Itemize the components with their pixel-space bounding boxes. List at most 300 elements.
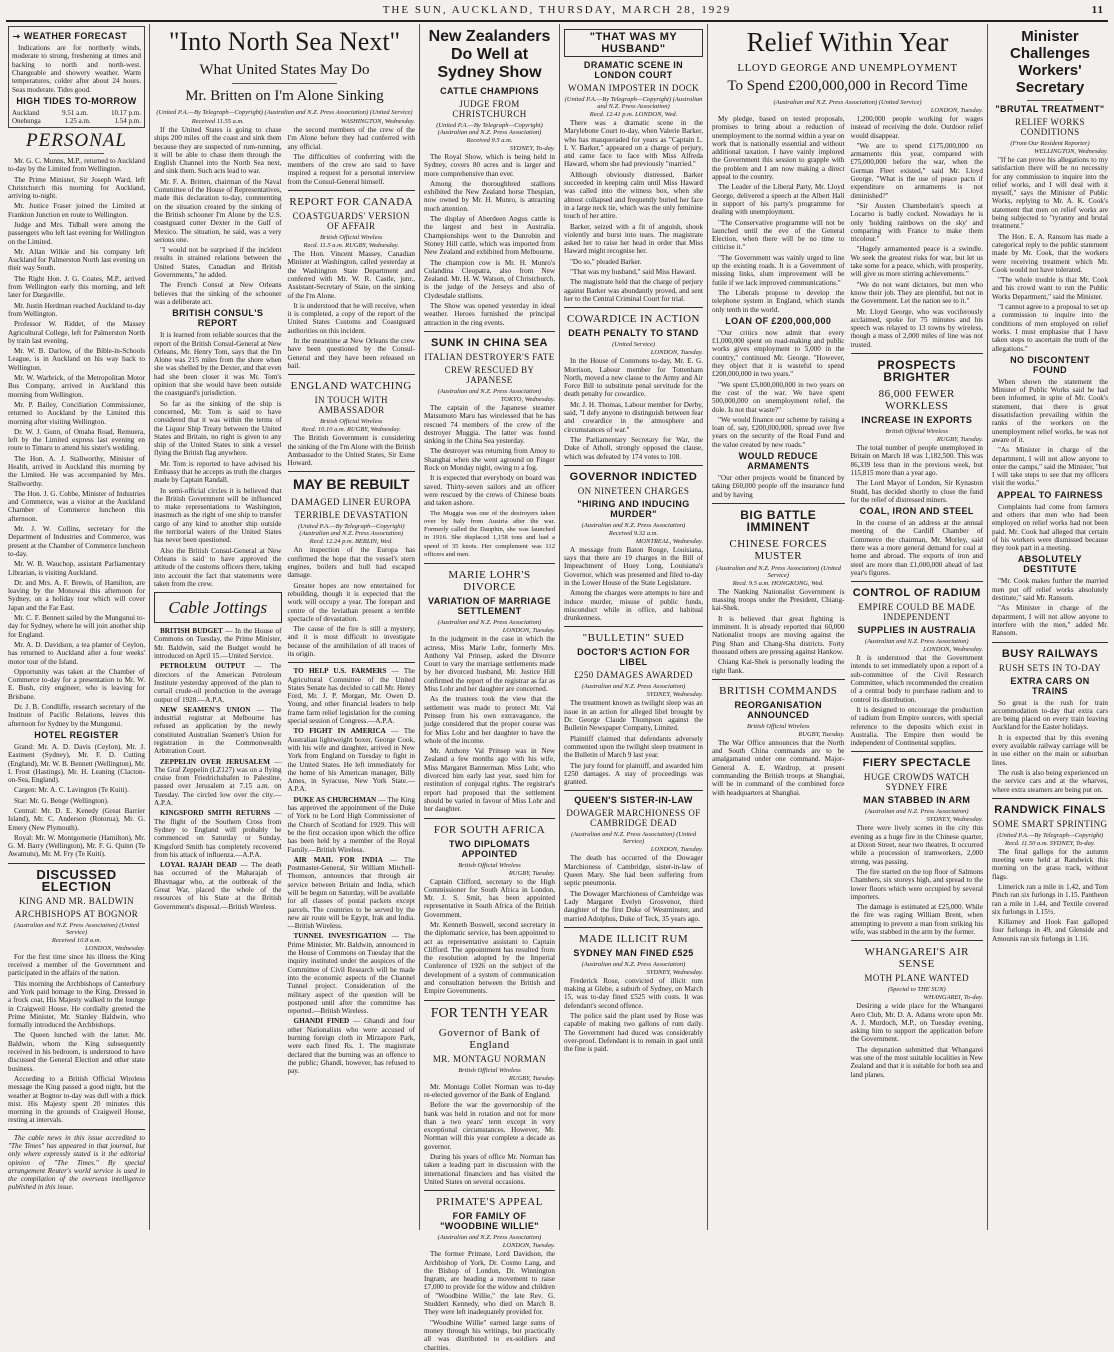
election-para: According to a British Official Wireless message the King passed a good night, but the weather at Bognor to-day was dull with a thick mist. His Majesty spent 20 minutes this morning in the grounds of Craigweil House, resting at intervals.	[8, 1074, 145, 1125]
headline-battle: BIG BATTLE IMMINENT	[740, 507, 817, 534]
battle-received: Recd. 9.5 a.m. HONGKONG, Wed.	[732, 579, 824, 587]
story-para: Mr. Tom is reported to have advised his Embassy that he accepts as truth the charges made by Captain Randall.	[154, 459, 282, 485]
story-para: Barker, seized with a fit of anguish, shook violently and burst into tears. The magistrate asked her to raise her head in order that Miss Haward might recognise her.	[564, 222, 703, 256]
election-para: For the first time since his illness the King received a member of the Government and participated in the affairs of the nation.	[8, 952, 145, 978]
headline-minister: Minister Challenges Workers' Secretary	[1009, 28, 1091, 96]
rebuilt-received: Recd. 12.24 p.m. BERLIN, Wed.	[309, 538, 393, 546]
relief-dateline: LONDON, Tuesday.	[930, 107, 983, 114]
story-para: The Lord Mayor of London, Sir Kynaston Studd, has decided shortly to close the fund for the relief of distressed miners.	[850, 479, 983, 504]
cowardice-credit: (United Service)	[612, 341, 655, 349]
china-credit: (Australian and N.Z. Press Association)	[437, 387, 542, 395]
headline-lohr: MARIE LOHR'S DIVORCE	[448, 569, 531, 594]
personal-item: Dr. and Mrs. A. F. Brewis, of Hamilton, are leaving by the Monowai this afternoon for Sydney, on a holiday tour which will cover Japan and the Far East.	[8, 578, 145, 612]
story-para: "The whole trouble is that Mr. Cook and his crowd want to run the Public Works Department," said the Minister.	[992, 276, 1108, 301]
tide-row: Onehunga 1.25 a.m. 1.54 p.m.	[12, 116, 141, 125]
election-para: This morning the Archbishops of Canterbury and York paid homage to the King. Dressed in a frock coat, His Majesty walked to the lounge in Craigweil House. He cordially greeted the Prime Minister, Mr. Stanley Baldwin, who formally introduced the Archbishops.	[8, 979, 145, 1030]
cable-jottings-heading: Cable Jottings	[168, 598, 268, 618]
story-para: The War Office announces that the North and South China commands are to be amalgamated under one command. Major-General A. E. Wardrop, at present commanding the British troops at Shanghai, will be in command of the combined force with headquarters at Shanghai.	[712, 738, 845, 797]
subhead-woodbine: FOR FAMILY OF "WOODBINE WILLIE"	[440, 1211, 539, 1232]
personal-item: Mr. W. Warbrick, of the Metropolitan Motor Bus Company, arrived in Auckland this morning from Wellington.	[8, 374, 145, 399]
personal-item: Mr. J. W. Collins, secretary for the Department of Industries and Commerce, was present at the Chamber of Commerce luncheon to-day.	[8, 525, 145, 558]
personal-item: Mr. P. Bailey, Conciliation Commissioner, returned to Auckland by the Limited this morning after visiting Wellington.	[8, 400, 145, 426]
husband-received: Recd. 12.41 p.m. LONDON, Wed.	[589, 111, 678, 118]
story-para: "As Minister in charge of the department, I will not allow anyone to enter the camps," said the Minister, "but I will take steps to see that my officers visit the works."	[992, 446, 1108, 488]
masthead	[6, 2, 1108, 22]
subhead-ambassador: IN TOUCH WITH AMBASSADOR	[314, 395, 388, 416]
story-para: It is believed that great fighting is imminent. It is already reported that 60,000 Nationalist troops are moving against the Ping Shan and Chang-Sha districts. Forty thousand others are pressing against Hankow.	[712, 614, 845, 656]
story-para: Before the war the governorship of the bank was held in rotation and not for more than a two years' term except in very exceptional circumstances. However, Mr. Norman will this year complete a decade as governor.	[424, 1101, 555, 1151]
headline-whangarei: WHANGAREI'S AIR SENSE	[864, 946, 969, 971]
tides-table	[12, 109, 141, 125]
election-dateline: LONDON, Wednesday.	[85, 944, 145, 952]
story-para: My pledge, based on tested proposals, promises to bring about a reduction of unemployment to the normal within a year on work that is nationally essential and without additional taxation. I have vainly implored the Government this session to grapple with the problem and I am now making a direct appeal to the country.	[712, 115, 845, 182]
headline-south-africa: FOR SOUTH AFRICA	[433, 823, 546, 836]
story-para: In the judgment in the case in which the actress, Miss Marie Lohr, formerly Mrs. Anthony Val Prinsep, asked the Divorce Court to vary the marriage settlements made by her divorced husband, Mr. Justice Hill confirmed the report of the registrar as far as Miss Lohr and her daughter are concerned.	[424, 635, 555, 694]
personal-list	[8, 157, 145, 728]
subhead-fined: SYDNEY MAN FINED £525	[573, 947, 694, 958]
personal-item: The Hon. J. G. Cobbe, Minister of Industries and Commerce, was a visitor at the Auckland Chamber of Commerce luncheon this afternoon.	[8, 489, 145, 523]
election-credit: (Australian and N.Z. Press Association) (United Service)	[13, 921, 140, 936]
personal-item: The Prime Minister, Sir Joseph Ward, left Christchurch this morning for Auckland, arriving to-night.	[8, 175, 145, 201]
fiery-dateline: SYDNEY, Wednesday.	[926, 816, 983, 824]
cable-item: TO FIGHT IN AMERICA — The Australian lightweight boxer, George Cook, with his wife and daughter, arrived in New York from England on Tuesday to fight in the United States. He left immediately for the home of his American manager, Billy Ames, in Syracuse, New York State.—A.P.A.	[287, 727, 415, 794]
story-para: The former Primate, Lord Davidson, the Archbishop of York, Dr. Cosmo Lang, and the Bishop of London, Dr. Winnington Ingram, are heading a movement to raise £7,000 to provide for the widow and children of "Woodbine Willie," the late Rev. G. Studdert Kennedy, who died on March 8. They were left inadequately provided for.	[424, 1250, 555, 1317]
primate-dateline: LONDON, Tuesday.	[502, 1242, 555, 1250]
personal-item: Mr. G. C. Munns, M.P., returned to Auckland to-day by the Limited from Wellington.	[8, 156, 145, 174]
weather-title: WEATHER FORECAST	[12, 31, 141, 41]
headline-rebuilt: MAY BE REBUILT	[293, 476, 410, 493]
bulletin-credit: (Australian and N.Z. Press Association)	[581, 683, 686, 691]
north-sea-right	[288, 117, 416, 1078]
subhead-governor: Governor of Bank of England	[438, 1026, 541, 1051]
story-para: "Our other projects would be financed by taking £60,000 people off the insurance fund and by having	[712, 473, 845, 499]
story-para: It is understood that he will receive, when it is completed, a copy of the report of the United States Customs and Coastguard authorities on this incident.	[287, 301, 415, 335]
subhead-coal: COAL, IRON AND STEEL	[859, 506, 974, 517]
story-para: Captain Clifford, secretary to the High Commissioner for South Africa in London, Mr. J. S. Smit, has been appointed representative in South Africa of the British Government.	[424, 877, 555, 919]
story-para: The champion cow is Mr. H. Munro's Colandina Cleopatra, also from New Zealand. Mr. H. W. Watson, of Christchurch, is the judge of the Jerseys and also of Clydesdale stallions.	[424, 258, 555, 300]
election-para: The Queen lunched with the latter. Mr. Baldwin, whom the King subsequently received in his bedroom, is understood to have discussed the General Election and other state business.	[8, 1031, 145, 1073]
headline-england-watching: ENGLAND WATCHING	[290, 380, 412, 393]
randwick-received: Recd. 11.50 a.m. SYDNEY, To-day.	[1004, 839, 1096, 847]
story-para: Plaintiff claimed that defendants adversely commented upon the twilight sleep treatment in the Bulletin of March 9 last year.	[564, 734, 703, 760]
headline-tenth-year: FOR TENTH YEAR	[430, 1005, 549, 1021]
subhead-destroyer: ITALIAN DESTROYER'S FATE	[424, 351, 555, 362]
story-para: Complaints had come from farmers and others that men who had been employed on relief works had not been paid. Mr. Cook had alleged that certain of his workers were dismissed because they took part in a meeting.	[992, 502, 1108, 553]
prospects-dateline: RUGBY, Tuesday.	[936, 436, 983, 444]
cable-item: LOYAL RAJAH DEAD — The death has occurred of the Maharajah of Bhavnagar who, at the outbreak of the Great War, placed the whole of the resources of his State at the British Government's disposal.—British Wireless.	[154, 861, 282, 911]
story-para: The death has occurred of the Dowager Marchioness of Cambridge, sister-in-law of Queen Mary. She had been suffering from septic pneumonia.	[564, 854, 703, 888]
story-para: The display of Aberdeen Angus cattle is the largest and best in Australia. Championships went to the Dunrobin and Stoney Hill cattle, which was imported from New Zealand and exhibited from Melbourne.	[424, 215, 555, 257]
subhead-exports: INCREASE IN EXPORTS	[861, 415, 973, 426]
story-para: If the United States is going to chase ships 200 miles off the coast and sink them because they are suspected of rum-running, it will be able to chase them through the English Channel into the North Sea next, and sink them. Such acts lead to war.	[154, 126, 282, 176]
china-dateline: TOKYO, Wednesday.	[500, 395, 555, 403]
subhead-damages: £250 DAMAGES AWARDED	[574, 670, 693, 681]
subhead-rush: RUSH SETS IN TO-DAY	[998, 662, 1102, 673]
subhead-moth: MOTH PLANE WANTED	[864, 973, 970, 984]
whangarei-dateline: WHANGAREI, To-day.	[923, 994, 983, 1002]
story-para: When shown the statement the Minister of Public Works said he had been informed, in spite of Mr. Cook's statement, that there is great dissatisfaction prevailing within the ranks of the workers on the unemployment relief works, he was not aware of it.	[992, 377, 1108, 444]
randwick-credit: (United P.A.—By Telegraph—Copyright)	[996, 831, 1104, 839]
cable-item: GHANDI FINED — Ghandi and four other Nationalists who were accused of burning foreign cloth in Mirzapore Park, were each fined Rs. 1. The magistrate declared that the burning was an offence to the public; Ghandi, however, has refused to pay.	[287, 1017, 416, 1076]
hotel-line: Grand: Mr. A. D. Davis (Ceylon), Mr. J. Eastment (Sydney), Mr. F. D. Cutting (England), Mr. W. B. Bennett (Wellington), Mr. I. Frost (Hastings), Mr. H. Leaning (Clacton-on-Sea, England).	[8, 742, 145, 785]
whangarei-credit: (Special to THE SUN)	[887, 986, 946, 994]
cable-item: ZEPPELIN OVER JERUSALEM — The Graf Zeppelin (LZ127) was on a flying cruise from Friedrichshafen to Palestine, passed over Jerusalem at 7.15 a.m. on Tuesday. The circled low over the city.—A.P.A.	[154, 757, 282, 808]
story-para: The Hon. Vincent Massey, Canadian Minister at Washington, called yesterday at the Washington State Department and conferred with Mr. W. R. Castle, junr., Assistant-Secretary of State, on the sinking of the I'm Alone.	[287, 250, 415, 300]
tenth-dateline: RUGBY, Tuesday.	[508, 1074, 555, 1082]
received-line: Received 11.55 a.m.	[191, 118, 244, 125]
hotel-line: Royal: Mr. W. Montgomerie (Hamilton), Mr. G. M. Barry (Wellington), Mr. F. G. Quinn (Te Awamutu), Mr. M. Fry (Te Kuiti).	[8, 833, 145, 859]
election-received: Received 10.8 a.m.	[51, 936, 102, 944]
subhead-fairness: APPEAL TO FAIRNESS	[997, 489, 1103, 500]
indicted-credit: (Australian and N.Z. Press Association)	[581, 521, 686, 529]
subhead-fewer-workless: 86,000 FEWER WORKLESS	[878, 388, 955, 413]
subhead-crew-rescued: CREW RESCUED BY JAPANESE	[444, 364, 535, 385]
personal-item: Mr. A. D. Davidson, a tea planter of Ceylon, has returned to Auckland after a four weeks' motor tour of the Island.	[8, 640, 145, 666]
personal-item: Judge and Mrs. Tidball were among the passengers who left last evening for Wellington on the Limited.	[8, 220, 145, 246]
personal-heading: PERSONAL	[26, 129, 127, 151]
rum-dateline: SYDNEY, Wednesday.	[646, 968, 703, 976]
story-para: The final gallops for the autumn meeting were held at Randwick this morning on the grass track, without flags.	[992, 847, 1108, 881]
cable-jottings-box	[154, 592, 282, 623]
story-para: There were lively scenes in the city this evening as a huge fire in the Chinese quarter, at Dixon Street, near two theatres. It occurred while a procession of tramworkers, 2,000 strong, was passing.	[850, 824, 983, 866]
lohr-dateline: LONDON, Tuesday.	[502, 627, 555, 635]
cable-item: AIR MAIL FOR INDIA — The Postmaster-General, Sir William Mitchell-Thomson, announces that through air service between Britain and India, which will be begun on Saturday, will be available for all classes of postal packets except parcels. The countries to be served by the new air route will be Egypt, Irak and India.—British Wireless.	[287, 855, 415, 931]
tides-title: HIGH TIDES TO-MORROW	[16, 95, 137, 106]
story-para: So great is the rush for train accommodation to-day that extra cars are being placed on every train leaving Auckland for the Easter holidays.	[992, 698, 1108, 732]
story-para: Limerick ran a mile in 1.42, and Tom Pinch ran six furlongs in 1.15. Pantheon ran a mile in 1.44, and Textile covered six furlongs in 1.15½.	[992, 883, 1108, 916]
footnote: The cable news in this issue accredited to "The Times" has appeared in that journal, but only where expressly stated is it the editorial opinion of "The Times." By special arrangement Reuter's world service is used in the compilation of the overseas intelligence published in this issue.	[8, 1133, 145, 1192]
cable-item: KINGSFORD SMITH RETURNS — The flight of the Southern Cross from Sydney to England will probably be commenced on Saturday or Sunday. Kingsford Smith has completely recovered from his attack of influenza.—A.P.A.	[154, 809, 282, 859]
subhead-empire: EMPIRE COULD BE MADE INDEPENDENT	[858, 602, 976, 623]
headline-queens-sister: QUEEN'S SISTER-IN-LAW	[574, 795, 693, 806]
column-1	[4, 24, 150, 1230]
masthead-title: THE SUN, AUCKLAND, THURSDAY, MARCH 28, 1929	[382, 4, 732, 16]
story-para: In the course of an address at the annual meeting of the Cardiff Chamber of Commerce the chairman, Mr. Morley, said there was a more general demand for coal at home and abroad. The exports of iron and steel are more than £1,000,000 ahead of last year's figures.	[850, 519, 983, 577]
queen-credit: (Australian and N.Z. Press Association) (United Service)	[570, 831, 697, 846]
personal-item: Dr. W. J. Gunn, of Omaha Road, Remuera, left by the Limited express last evening en route to Timaru to attend his sister's wedding.	[8, 427, 145, 453]
dateline: WASHINGTON, Wednesday.	[340, 118, 415, 125]
column-6	[988, 24, 1112, 1230]
story-para: The Liberals propose to develop the telephone system in England, which stands only tenth in the world.	[712, 288, 845, 314]
headline-busy-railways: BUSY RAILWAYS	[1001, 647, 1099, 660]
subhead-lloyd-george: LLOYD GEORGE AND UNEMPLOYMENT	[737, 62, 958, 74]
story-para: The magistrate held that the charge of perjury against Barker was abundantly proved, and sent her to the Central Criminal Court for trial.	[564, 278, 703, 303]
election-subhead: KING AND MR. BALDWIN	[19, 895, 134, 906]
hotel-register-heading: HOTEL REGISTER	[34, 729, 119, 740]
story-para: It is understood that the Government intends to set immediately upon a report of a sub-committee of the Civil Research Committee, which recommended the creation of a central body to purchase radium and to control its distribution.	[850, 654, 983, 704]
subhead-brutal: "BRUTAL TREATMENT"	[995, 104, 1105, 114]
story-para: "The Conservative programme will not be launched until the eve of the General Election, when there will be no time to criticise it."	[712, 218, 845, 252]
cable-list-2	[288, 667, 416, 1075]
headline-my-husband: "THAT WAS MY HUSBAND"	[564, 29, 703, 57]
subhead-britten: Mr. Britten on I'm Alone Sinking	[185, 88, 384, 104]
minister-dateline: WELLINGTON, Wednesday.	[1034, 148, 1108, 155]
story-para: Mr. J. H. Thomas, Labour member for Derby, said, "I defy anyone to distinguish between fear and cowardice in the atmosphere and circumstances of war."	[564, 400, 703, 434]
story-para: "If he can prove his allegations to my satisfaction there will be no necessity for any commission to inquire into the relief works, and I will deal with it myself," says the Minister of Public Works, replying to Mr. A. K. Cook's statement that men on relief works are being subjected to "tyranny and brutal treatment."	[992, 156, 1108, 231]
subhead-europa: DAMAGED LINER EUROPA	[291, 497, 412, 508]
watching-received: Recd. 10.10 a.m. RUGBY, Wednesday.	[301, 426, 401, 434]
story-para: Also the British Consul-General at New Orleans is said to have approved the attitude of the customs officers there, taking into account the fact that statements were taken from the crew.	[154, 546, 282, 588]
story-para: Among the charges were attempts to hire and induce murder, misuse of public funds, misconduct while in office, and habitual drunkenness.	[564, 589, 703, 623]
story-para: The rush is also being experienced on the service cars and at the wharves, where extra steamers are being put on.	[992, 768, 1108, 794]
relief-body	[712, 115, 983, 1081]
story-para: A message from Baton Rouge, Louisiana, says that there are 19 charges in the Bill of Impeachment of Huey Long, Louisiana's Governor, which was presented and filed to-day in the Lower House of the State Legislature.	[564, 545, 703, 587]
story-para: "That was my husband," said Miss Haward.	[570, 268, 697, 277]
rum-credit: (Australian and N.Z. Press Association)	[581, 960, 686, 968]
cable-item: TO HELP U.S. FARMERS — The Agricultural Committee of the United States Senate has decided to call Mr. Henry Ford, Mr. J. P. Morgan, Mr. Owen D. Young, and other financial leaders to help frame farm relief legislation for the coming special session of Congress.—A.P.A.	[287, 667, 416, 726]
indicted-dateline: MONTREAL, Wednesday.	[635, 537, 703, 545]
hotel-line: Cargen: Mr. A. C. Lavington (Te Kuiti).	[14, 786, 129, 795]
subhead-stabbed: MAN STABBED IN ARM	[863, 795, 971, 806]
story-para: Mr. Kenneth Boswell, second secretary in the diplomatic service, has been appointed to act as representative assistant to Captain Clifford. The appointment has resulted from the resolution adopted by the Imperial Conference of 1926 on the subject of the development of a system of communication and consultation between the British and Empire Governments.	[424, 921, 555, 996]
personal-item: The Hon. A. J. Stallworthy, Minister of Health, arrived in Auckland this morning by the Limited. He was accompanied by Mrs. Stallworthy.	[8, 454, 145, 488]
page-number: 11	[1091, 4, 1104, 16]
story-para: It is expected that by this evening every available railway carriage will be in use either on the main or suburban lines.	[992, 733, 1108, 767]
radium-dateline: LONDON, Wednesday.	[923, 646, 983, 654]
column-5	[708, 24, 988, 1230]
story-para: "Do so," pleaded Barker.	[570, 257, 642, 266]
subhead-destitute: ABSOLUTELY DESTITUTE	[1017, 554, 1083, 575]
column-4	[560, 24, 708, 1230]
election-headline: DISCUSSED ELECTION	[36, 866, 117, 894]
subhead-marchioness: DOWAGER MARCHIONESS OF CAMBRIDGE DEAD	[566, 808, 701, 829]
election-subhead-2: ARCHBISHOPS AT BOGNOR	[14, 908, 139, 919]
story-para: "Our critics now admit that every £1,000,000 spent on road-making and public works gives employment to 5,000 in the country," continued Mr. George. "However, they object that it is wasteful to spend £200,000,000 in two years."	[712, 328, 845, 379]
story-para: The destroyer was returning from Amoy to Shanghai when she went aground on Finger Rock on Monday night, owing to a fog.	[424, 447, 555, 473]
tide-row: Auckland 9.51 a.m. 10.17 p.m.	[12, 108, 141, 117]
story-para: "I cannot agree to a proposal to set up a commission to inquire into the conditions of men employed on relief works. I must emphasise that I have taken steps to ascertain the truth of the allegations."	[992, 303, 1108, 353]
story-para: "We do not want dictators, but men who know their job. They are plentiful, but not in the Government. Let the nation see to it."	[850, 280, 983, 306]
subhead-dramatic: DRAMATIC SCENE IN LONDON COURT	[583, 60, 684, 80]
subhead-reorganisation: REORGANISATION ANNOUNCED	[734, 699, 822, 720]
hotel-line: Star: Mr. G. Benge (Wellington).	[14, 796, 109, 805]
story-para: "We are to spend £175,000,000 on armaments this year, compared with £75,000,000 before the war, when the German Fleet existed," said Mr. Lloyd George. "What is the use of peace pacts if expenditure on armaments is not diminished?"	[850, 141, 983, 200]
cable-item: NEW SEAMEN'S UNION — The industrial registrar at Melbourne has refused an application by the newly constituted Australian Seamen's Union for registration in the Commonwealth Arbitration Court.	[154, 705, 282, 756]
story-para: The Leader of the Liberal Party, Mr. Lloyd George, delivered a speech at the Albert Hall in support of his party's programme for dealing with unemployment.	[712, 183, 845, 217]
story-para: "We spent £5,000,000,000 in two years on the cost of the war. We have spent 500,000,000 on unemployment relief, the dole. Is not that waste?"	[712, 380, 845, 414]
personal-item: Opportunity was taken at the Chamber of Commerce to-day for a presentation to Mr. W. E. Bush, city engineer, who is leaving for Brisbane.	[8, 667, 145, 701]
story-para: The deputation submitted that Whangarei was one of the most suitable localities in New Zealand and that it is suitable for both sea and land planes.	[850, 1045, 983, 1079]
story-para: Desiring a wide place for the Whangarei Aero Club, Mr. D. A. Adams wrote upon Mr. A. J. Murdoch, M.P., on Tuesday evening, asking him to support the application before the Government.	[850, 1002, 983, 1044]
cowardice-dateline: LONDON, Tuesday.	[650, 349, 703, 357]
subhead-relief-works: RELIEF WORKS CONDITIONS	[1015, 117, 1085, 137]
subhead-death-penalty: DEATH PENALTY TO STAND	[568, 328, 699, 339]
north-sea-left	[154, 117, 282, 1078]
subhead-supplies: SUPPLIES IN AUSTRALIA	[857, 625, 977, 636]
subhead-imposter: WOMAN IMPOSTER IN DOCK	[567, 83, 700, 93]
sydney-received: Received 9.5 a.m.	[466, 137, 513, 144]
sa-dateline: RUGBY, Tuesday.	[508, 869, 555, 877]
story-para: The Royal Show, which is being held in Sydney, covers 80 acres and is larger and more comprehensive than ever.	[424, 153, 555, 178]
tenth-credit: British Official Wireless	[458, 1066, 521, 1074]
story-para: "Mr. Cook makes further the married men put off relief works absolutely destitute," said Mr. Ransom.	[992, 577, 1108, 603]
north-sea-body	[154, 117, 415, 1078]
story-para: The total number of people unemployed in Britain on March 18 was 1,182,500. This was 86,339 less than in the previous week, but 115,815 more than a year ago.	[850, 444, 983, 477]
primate-credit: (Australian and N.Z. Press Association)	[437, 1234, 542, 1242]
sydney-dateline: SYDNEY, To-day.	[509, 145, 555, 152]
personal-item: Mr. W. B. Wauchop, assistant Parliamentary Librarian, is visiting Auckland.	[8, 560, 145, 577]
story-para: the second members of the crew of the I'm Alone before they had conferred with any official.	[287, 126, 415, 151]
headline-cowardice: COWARDICE IN ACTION	[567, 313, 700, 326]
personal-item: Mr. C. F. Bennett sailed by the Mungunui to-day for Sydney, where he will join another ship for England.	[8, 614, 145, 639]
story-para: In semi-official circles it is believed that the British Government will be influenced to make representations to Washington, inasmuch as the right of one ship to transfer cargo of any kind to another ship outside the territorial waters of the United States has never been questioned.	[154, 486, 282, 545]
story-para: Mr. Lloyd George, who was vociferously acclaimed, spoke for 75 minutes and his speech was relayed to 13 towns by wireless, though a mass of 2,000 miles of line was not trusted.	[850, 307, 983, 349]
headline-canada: REPORT FOR CANADA	[289, 196, 414, 209]
story-para: The Muggia was one of the destroyers taken over by Italy from Austria after the war. Formerly called the Dauphin, she was launched in 1916. She displaced 1,158 tons and had a speed of 35 knots. Her complement was 112 officers and men.	[424, 509, 555, 558]
subhead-settlement: VARIATION OF MARRIAGE SETTLEMENT	[427, 596, 552, 617]
subhead-loan: LOAN OF £200,000,000	[725, 315, 832, 326]
lohr-credit: (Australian and N.Z. Press Association)	[437, 619, 542, 627]
story-para: An inspection of the Europa has confirmed the hope that the vessel's stern engines, boilers and hull had escaped damage.	[287, 546, 415, 580]
headline-bulletin: "BULLETIN" SUED	[582, 632, 685, 645]
personal-item: Mr. Justin Herdman reached Auckland to-day from Wellington.	[8, 301, 145, 318]
story-para: Killarney and Hook Fast galloped four furlongs in 49, and Glenside and Amounis ran six furlongs in 1.16.	[992, 918, 1108, 943]
subhead-extra-cars: EXTRA CARS ON TRAINS	[1010, 675, 1090, 696]
relief-right	[851, 115, 984, 1081]
relief-left	[712, 115, 845, 1081]
story-para: Mr. Montagu Collet Norman was to-day re-elected governor of the Bank of England.	[424, 1082, 555, 1099]
cable-item: BRITISH BUDGET — In the House of Commons on Tuesday, the Prime Minister, Mr. Baldwin, said the Budget would be introduced on April 15.—United Service.	[154, 627, 282, 661]
story-para: The fire started on the top floor of Salmons Chambers, six storeys high, and spread to the lower floors which were occupied by several importers.	[850, 867, 983, 901]
story-para: In the House of Commons to-day, Mr. E. G. Morrison, Labour member for Tottenham North, moved a new clause to the Army and Air Force Bill to substitute penal servitude for the death penalty for cowardice.	[564, 357, 703, 399]
story-para: The captain of the Japanese steamer Matsumoto Maru has wirelessed that he has rescued 74 members of the crew of the destroyer Muggia. The latter was found sinking in the China Sea yesterday.	[424, 403, 555, 446]
story-para: Mr. F. A. Britten, chairman of the Naval Committee of the House of Representatives, made this declaration to-day, commenting on the situation created by the sinking of the British schooner I'm Alone by the U.S. coastguard cutter Dexter in the Gulf of Mexico. The situation, he said, was a very serious one.	[154, 177, 282, 244]
story-para: The French Consul at New Orleans believes that the sinking of the schooner was a deliberate act.	[154, 281, 282, 306]
story-para: The Parliamentary Secretary for War, the Duke of Atholl, strongly opposed the clause, which was defeated by 174 votes to 108.	[564, 435, 703, 461]
column-2	[150, 24, 420, 1230]
story-para: The treatment known as twilight sleep was an issue in an action for alleged libel brought by Dr. George Claude Thompson against the Bulletin Newspaper Company, Limited.	[564, 699, 703, 733]
story-para: As the trustees took the view that the settlement was made to protect Mr. Val Prinsep from his own extravagance, the judge considered that the proper course was for Miss Lohr and her daughter to have the whole of the income.	[424, 695, 555, 745]
queen-dateline: LONDON, Tuesday.	[650, 846, 703, 854]
subhead-sydney-fire: HUGE CROWDS WATCH SYDNEY FIRE	[863, 772, 970, 793]
story-para: Although obviously distressed, Barker succeeded in keeping calm until Miss Haward was called into the witness box, when she almost collapsed and frequently buried her face in a large neck tie, which was the only feminine touch of her attire.	[564, 170, 703, 221]
weather-vane-icon	[12, 32, 21, 41]
weather-text: Indications are for northerly winds, moderate to strong, freshening at times and backing to north and north-west. Changeable and showery weather. Warm temperatures, colder after about 24 hours. Seas moderate. Tides good.	[12, 44, 141, 94]
credit-line: (United P.A.—By Telegraph—Copyright) (Australian and N.Z. Press Association) (United Service)	[156, 109, 413, 116]
subhead-cattle: CATTLE CHAMPIONS	[440, 86, 539, 96]
story-para: The jury found for plaintiff, and awarded him £250 damages. A stay of proceedings was granted.	[564, 761, 703, 787]
headline-primate: PRIMATE'S APPEAL	[436, 1196, 543, 1209]
sydney-credit: (United P.A.—By Telegraph—Copyright) (Australian and N.Z. Press Association)	[436, 122, 543, 136]
battle-credit: (Australian and N.Z. Press Association) (United Service)	[715, 564, 841, 579]
story-para: The Dowager Marchioness of Cambridge was Lady Margaret Evelyn Grosvenor, third daughter of the first Duke of Westminster, and married Adolphus, Duke of Teck, 35 years ago.	[564, 889, 703, 923]
story-para: Chiang Kai-Shek is personally leading the right flank.	[712, 658, 845, 675]
story-para: The police said the plant used by Rose was capable of making two gallons of rum daily. The Government had duced was considerably over-proof. Defendant is to remain in gaol until the fine is paid.	[564, 1012, 703, 1054]
indicted-received: Received 9.32 a.m.	[608, 529, 659, 537]
cable-item: TUNNEL INVESTIGATION — The Prime Minister, Mr. Baldwin, announced in the House of Commons on Tuesday that the inquiry instituted under the auspices of the Committee of Civil Research will be made into the economic aspects of the Channel Tunnel project. Consideration of the military aspect of the question will be postponed until after the committee has reported.—British Wireless.	[287, 932, 415, 1016]
bulletin-dateline: SYDNEY, Wednesday.	[646, 691, 703, 699]
commands-credit: British Official Wireless	[746, 722, 810, 730]
commands-dateline: RUGBY, Tuesday.	[798, 730, 845, 738]
subhead-judge: JUDGE FROM CHRISTCHURCH	[452, 99, 527, 119]
radium-credit: (Australian and N.Z. Press Association)	[864, 638, 969, 646]
story-para: Mr. Anthony Val Prinsep was in New Zealand a few months ago with his wife, Miss Margaret Bannerman. Miss Lohr, who divorced him early last year, sued him for restitution of conjugal rights. The registrar's report had proposed that the settlement should be varied in favour of Miss Lohr and her daughter.	[424, 747, 555, 814]
headline-illicit-rum: MADE ILLICIT RUM	[578, 932, 689, 945]
headline-governor-indicted: GOVERNOR INDICTED	[569, 470, 698, 483]
headline-fiery: FIERY SPECTACLE	[862, 757, 971, 770]
story-para: It is expected that everybody on board was saved. Thirty-seven sailors and an officer were rescued by the crews of Chinese boats and taken ashore.	[424, 474, 555, 508]
story-para: Frederick Rose, convicted of illicit rum making at Glebe, a suburb of Sydney, on March 15, was to-day fined £525 with costs. It was defendant's second offence.	[564, 976, 703, 1010]
story-para: The Nanking Nationalist Government is massing troops under the President, Chiang-kai-Shek.	[712, 587, 845, 613]
story-para: "I would not be surprised if the incident results in strained relations between the United States, Canadian and British Governments," he added.	[154, 246, 282, 280]
subhead-consul: BRITISH CONSUL'S REPORT	[172, 308, 264, 329]
rebuilt-credit: (United P.A.—By Telegraph—Copyright) (Australian and N.Z. Press Association)	[297, 523, 405, 538]
subhead-diplomats: TWO DIPLOMATS APPOINTED	[448, 838, 531, 859]
story-para: It is designed to encourage the production of radium from Empire sources, with special reference to the deposits which exist in Australia. The Empire then would be independent of Continental supplies.	[850, 705, 983, 748]
story-para: "Woodbine Willie" earned large sums of money through his writings, but practically all was distributed to ex-soldiers and charities.	[424, 1318, 555, 1352]
story-para: So far as the sinking of the ship is concerned, Mr. Tom is said to have considered that it was within the terms of the Liquor Ship Treaty between the United States and Britain, no right is given to any ship of the United States to sink a vessel flying the British flag anywhere.	[154, 399, 282, 458]
headline-north-sea: "Into North Sea Next"	[168, 27, 401, 56]
subhead-nineteen: ON NINETEEN CHARGES	[577, 485, 690, 496]
headline-relief-within-year: Relief Within Year	[746, 27, 949, 57]
story-para: "Hugely armamented peace is a swindle. We seek the greatest risks for war, but let us take some for a peace, which, with prosperity, will give us more stirring achievements."	[850, 245, 983, 279]
relief-credit: (Australian and N.Z. Press Association) (United Service)	[773, 99, 922, 106]
story-para: During his years of office Mr. Norman has taken a leading part in discussion with the international financiers and has visited the United States on several occasions.	[424, 1153, 555, 1186]
headline-china-sea: SUNK IN CHINA SEA	[431, 336, 548, 349]
subhead-chinese-forces: CHINESE FORCES MUSTER	[729, 537, 828, 562]
personal-item: Mr. Allan Wilkie and his company left Auckland for Palmerston North last evening on their way South.	[8, 247, 145, 273]
subhead-sprinting: SOME SMART SPRINTING	[992, 818, 1108, 829]
story-para: The damage is estimated at £25,000. While the fire was raging William Brent, when attempting to prevent a man from striking his wife, was stabbed in the arm by the former.	[850, 903, 983, 936]
story-para: "Sir Austen Chamberlain's speech at Locarno is badly cocked. Nowadays he is only 'holding rainbows on the sky' and comparing with France to make them tricolour."	[850, 201, 983, 244]
story-para: The difficulties of conferring with the members of the crew are said to have inspired a request for a personal interview from the Consul-General himself.	[287, 152, 415, 186]
story-para: "As Minister in charge of the department, I will not allow anyone to interfere with the men," added Mr. Ransom.	[992, 604, 1108, 638]
personal-item: The Right Hon. J. G. Coates, M.P., arrived from Wellington early this morning, and left later for Dargaville.	[8, 274, 145, 300]
headline-radium: CONTROL OF RADIUM	[852, 587, 981, 600]
headline-prospects: PROSPECTS BRIGHTER	[877, 358, 956, 385]
subhead-libel: DOCTOR'S ACTION FOR LIBEL	[577, 647, 690, 668]
hotel-line: Central: Mr. D. E. Kenedy (Great Barrier Island), Mr. C. Anderson (Rotorua), Mr. G. Emery (New Plymouth).	[8, 806, 145, 832]
story-para: The Show was opened yesterday in ideal weather. Heroes furnished the principal attraction in the ring events.	[424, 302, 555, 327]
headline-commands: BRITISH COMMANDS	[719, 684, 838, 697]
personal-item: Mr. W. B. Darlow, of the Bible-in-Schools League, is in Auckland on his way back to Wellington.	[8, 347, 145, 372]
story-para: It is learned from reliable sources that the report of the British Consul-General at New Orleans, Mr. Henry Tom, says that the I'm Alone was 215 miles from the shore when she was shelled by the Dexter, and that even had she been closer it was Mr. Tom's opinion that she would have been outside the coastguard's jurisdiction.	[154, 331, 282, 398]
subhead-armaments: WOULD REDUCE ARMAMENTS	[738, 450, 818, 471]
weather-box	[8, 26, 145, 128]
canada-credit: British Official Wireless	[319, 234, 383, 242]
story-para: Among the thoroughbred stallions exhibited the New Zealand horse Thespian, now owned by Mr. H. Munro, is attracting much attention.	[424, 179, 555, 213]
story-para: "The Government was vainly urged to line up the existing roads. It is a Government of missing links, slum improvement will be futile if we lack improved communications."	[712, 253, 845, 287]
story-para: 1,200,000 people working for wages instead of receiving the dole. Outdoor relief would disappear.	[850, 115, 983, 140]
personal-item: Mr. Justice Fraser joined the Limited at Frankton Junction en route to Wellington.	[8, 202, 145, 219]
story-para: Greater hopes are now entertained for rebuilding, though it is expected that the work will occupy a year. The forepart and centre of the leviathan present a terrible spectacle of devastation.	[287, 581, 415, 623]
canada-received: Recd. 11.5 a.m. RUGBY, Wednesday.	[303, 242, 399, 250]
sa-credit: British Official Wireless	[458, 861, 521, 869]
headline-sydney-show: New Zealanders Do Well at Sydney Show	[428, 28, 551, 81]
watching-credit: British Official Wireless	[319, 418, 383, 426]
cable-item: DUKE AS CHURCHMAN — The King has approved the appointment of the Duke of York to be Lord High Commissioner of the Church of Scotland for 1929. This will be the first occasion upon which the office has been held by a member of the Royal Family.—British Wireless.	[287, 795, 415, 854]
personal-item: Professor W. Riddet, of the Massey Agricultural College, left for Palmerston North by train last evening.	[8, 320, 145, 345]
fiery-credit: (Australian and N.Z. Press Association)	[864, 808, 969, 816]
subhead-canada: COASTGUARDS' VERSION OF AFFAIR	[292, 211, 410, 232]
minister-credit: (From Our Resident Reporter)	[1010, 140, 1090, 147]
story-para: The cause of the fire is still a mystery, and it is most difficult to investigate because of the annihilation of all traces of its origin.	[287, 625, 415, 658]
subhead-no-discontent: NO DISCONTENT FOUND	[1010, 354, 1090, 375]
story-para: The Hon. E. A. Ransom has made a categorical reply to the public statement made by Mr. Cook, that the workers were receiving treatment which Mr. Cook would not have tolerated.	[992, 232, 1108, 274]
cable-list	[154, 627, 282, 911]
personal-item: Dr. J. B. Condliffe, research secretary of the Institute of Pacific Relations, leaves this afternoon for Sydney by the Mungunui.	[8, 703, 145, 728]
subhead-devastation: TERRIBLE DEVASTATION	[294, 510, 409, 521]
cable-item: PETROLEUM OUTPUT — The directors of the American Petroleum Institute yesterday approved of the plan to curtail crude-oil production to the average output of 1928.—A.P.A.	[154, 662, 282, 704]
column-3	[420, 24, 560, 1352]
subhead-us-may-do: What United States May Do	[199, 62, 370, 78]
subhead-spend: To Spend £200,000,000 in Record Time	[727, 78, 968, 94]
story-para: There was a dramatic scene in the Marylebone Court to-day, when Valerie Barker, who has masqueraded for years as "Captain L. I. V. Barker," appeared on a charge of perjury, and came face to face with Miss Alfreda Haward, whom she had previously "married."	[564, 119, 703, 169]
story-para: In the meantime at New Orleans the crew have been questioned by the Consul-General and they have been released on bail.	[287, 337, 415, 370]
subhead-norman: MR. MONTAGU NORMAN	[432, 1053, 547, 1064]
husband-credit: (United P.A.—By Telegraph—Copyright) (Australian and N.Z. Press Association)	[564, 96, 703, 110]
subhead-hiring: "HIRING AND INDUCING MURDER"	[577, 498, 690, 519]
